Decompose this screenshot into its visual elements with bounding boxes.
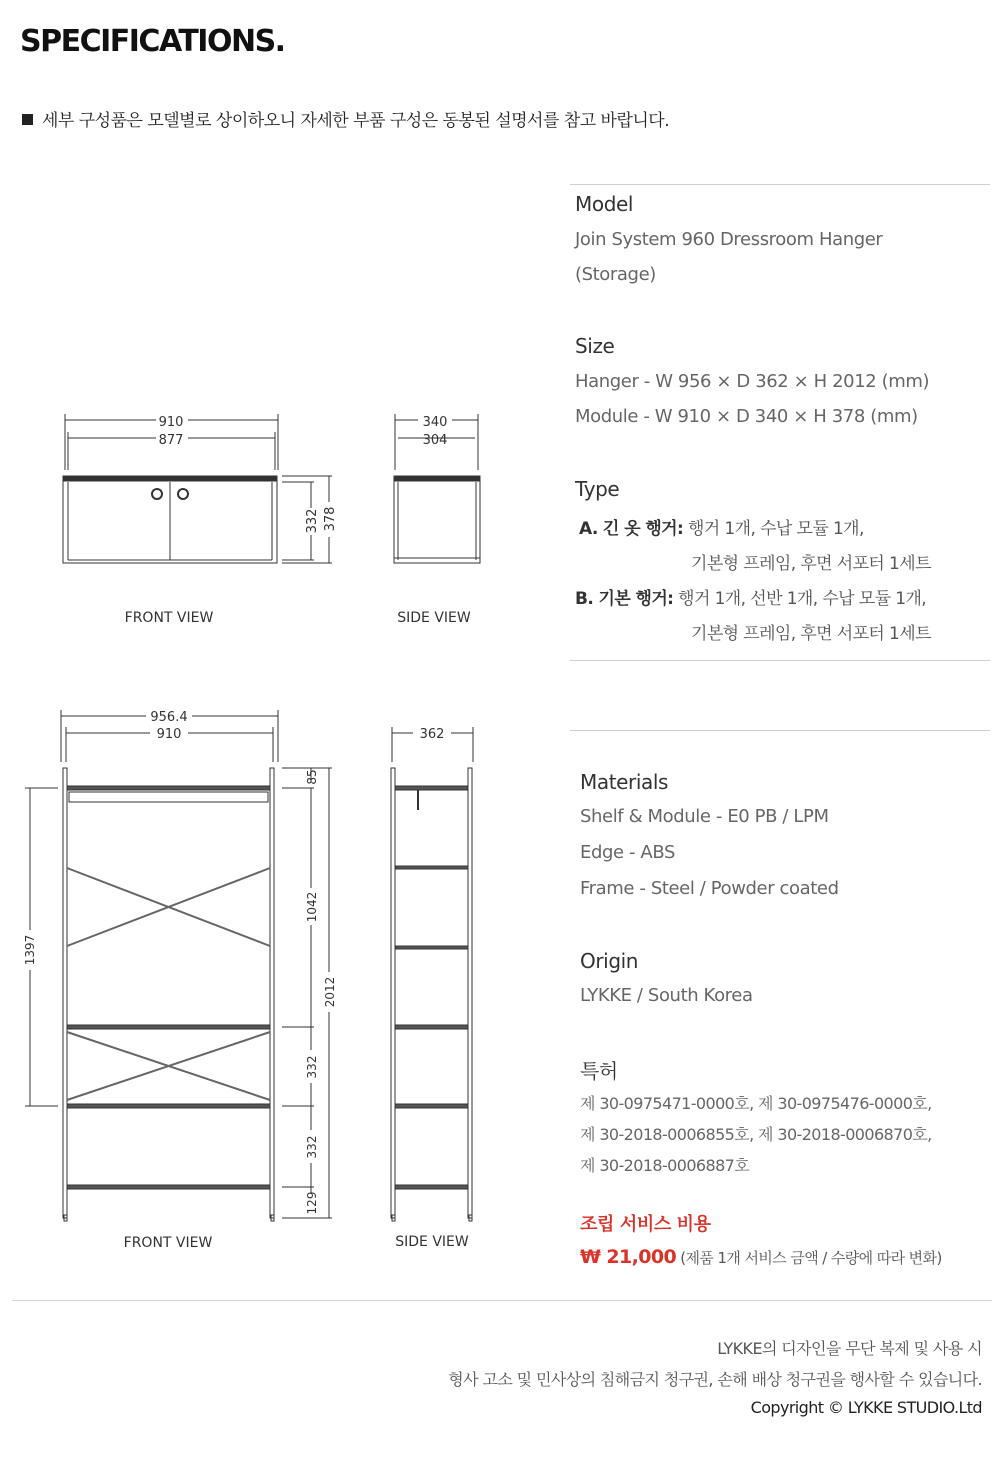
type-b bbox=[575, 584, 926, 609]
type-heading: Type bbox=[575, 477, 620, 501]
patent-line: 제 30-2018-0006855호, 제 30-2018-0006870호, bbox=[580, 1125, 932, 1144]
module-side-body bbox=[394, 476, 480, 563]
front-post-left bbox=[63, 768, 67, 1218]
dim-label: 304 bbox=[422, 433, 448, 448]
module-drawings bbox=[20, 400, 520, 640]
service-cost bbox=[580, 1246, 942, 1268]
dim-label: 877 bbox=[158, 433, 184, 448]
type-a-line2: 기본형 프레임, 후면 서포터 1세트 bbox=[691, 554, 931, 574]
size-line: Hanger - W 956 × D 362 × H 2012 (mm) bbox=[575, 371, 930, 392]
type-b-text: 행거 1개, 선반 1개, 수납 모듈 1개, bbox=[673, 589, 927, 609]
origin-heading: Origin bbox=[580, 949, 639, 973]
copyright: Copyright © LYKKE STUDIO.Ltd bbox=[750, 1398, 982, 1417]
front-post-right bbox=[270, 768, 274, 1218]
service-note: (제품 1개 서비스 금액 / 수량에 따라 변화) bbox=[676, 1249, 942, 1267]
caption-front-view: FRONT VIEW bbox=[123, 1235, 213, 1251]
service-price: ₩ 21,000 bbox=[580, 1246, 677, 1268]
dim-label: 332 bbox=[305, 508, 320, 534]
divider bbox=[570, 730, 990, 731]
dim-label: 129 bbox=[305, 1191, 319, 1215]
type-b-label: B. 기본 행거: bbox=[575, 589, 674, 609]
patent-line: 제 30-2018-0006887호 bbox=[580, 1156, 750, 1175]
type-a-label: A. 긴 옷 행거: bbox=[579, 519, 684, 539]
model-heading: Model bbox=[575, 192, 634, 216]
dim-label: 85 bbox=[305, 769, 319, 785]
dim-label: 910 bbox=[158, 415, 184, 430]
patent-heading: 특허 bbox=[580, 1059, 618, 1083]
materials-line: Shelf & Module - E0 PB / LPM bbox=[580, 806, 829, 827]
dim-label: 2012 bbox=[323, 976, 337, 1008]
divider bbox=[570, 660, 990, 661]
notice bbox=[22, 106, 669, 131]
type-a-text: 행거 1개, 수납 모듈 1개, bbox=[683, 519, 864, 539]
dim-label: 956.4 bbox=[150, 710, 188, 725]
dim-label: 910 bbox=[156, 727, 182, 742]
square-bullet-icon bbox=[22, 114, 33, 125]
model-line: (Storage) bbox=[575, 264, 656, 285]
dim-label: 332 bbox=[305, 1055, 319, 1079]
model-line: Join System 960 Dressroom Hanger bbox=[575, 229, 883, 250]
size-line: Module - W 910 × D 340 × H 378 (mm) bbox=[575, 406, 918, 427]
caption-side-view: SIDE VIEW bbox=[397, 610, 471, 626]
divider bbox=[570, 184, 990, 185]
dim-label: 362 bbox=[419, 727, 445, 742]
dim-label: 332 bbox=[305, 1135, 319, 1159]
service-heading: 조립 서비스 비용 bbox=[580, 1214, 711, 1235]
footer-line: LYKKE의 디자인을 무단 복제 및 사용 시 bbox=[717, 1339, 982, 1358]
dim-label: 1042 bbox=[305, 891, 319, 923]
dim-label: 340 bbox=[422, 415, 448, 430]
footer-divider bbox=[12, 1300, 992, 1301]
caption-side-view: SIDE VIEW bbox=[395, 1234, 469, 1250]
patent-line: 제 30-0975471-0000호, 제 30-0975476-0000호, bbox=[580, 1094, 932, 1113]
type-b-line2: 기본형 프레임, 후면 서포터 1세트 bbox=[691, 624, 931, 644]
footer-line: 형사 고소 및 민사상의 침해금지 청구권, 손해 배상 청구권을 행사할 수 있습니다. bbox=[448, 1370, 982, 1389]
materials-line: Edge - ABS bbox=[580, 842, 676, 863]
knob-icon bbox=[178, 489, 188, 499]
caption-front-view: FRONT VIEW bbox=[124, 610, 214, 626]
dim-label: 378 bbox=[323, 506, 338, 532]
materials-line: Frame - Steel / Powder coated bbox=[580, 878, 839, 899]
page-title: SPECIFICATIONS. bbox=[20, 24, 285, 59]
notice-text: 세부 구성품은 모델별로 상이하오니 자세한 부품 구성은 동봉된 설명서를 참고 바랍니다. bbox=[42, 111, 670, 131]
materials-heading: Materials bbox=[580, 770, 669, 794]
knob-icon bbox=[152, 489, 162, 499]
dim-label: 1397 bbox=[23, 934, 37, 966]
size-heading: Size bbox=[575, 334, 615, 358]
origin-line: LYKKE / South Korea bbox=[580, 985, 753, 1006]
type-a bbox=[579, 514, 864, 539]
hanger-drawings bbox=[20, 700, 520, 1260]
